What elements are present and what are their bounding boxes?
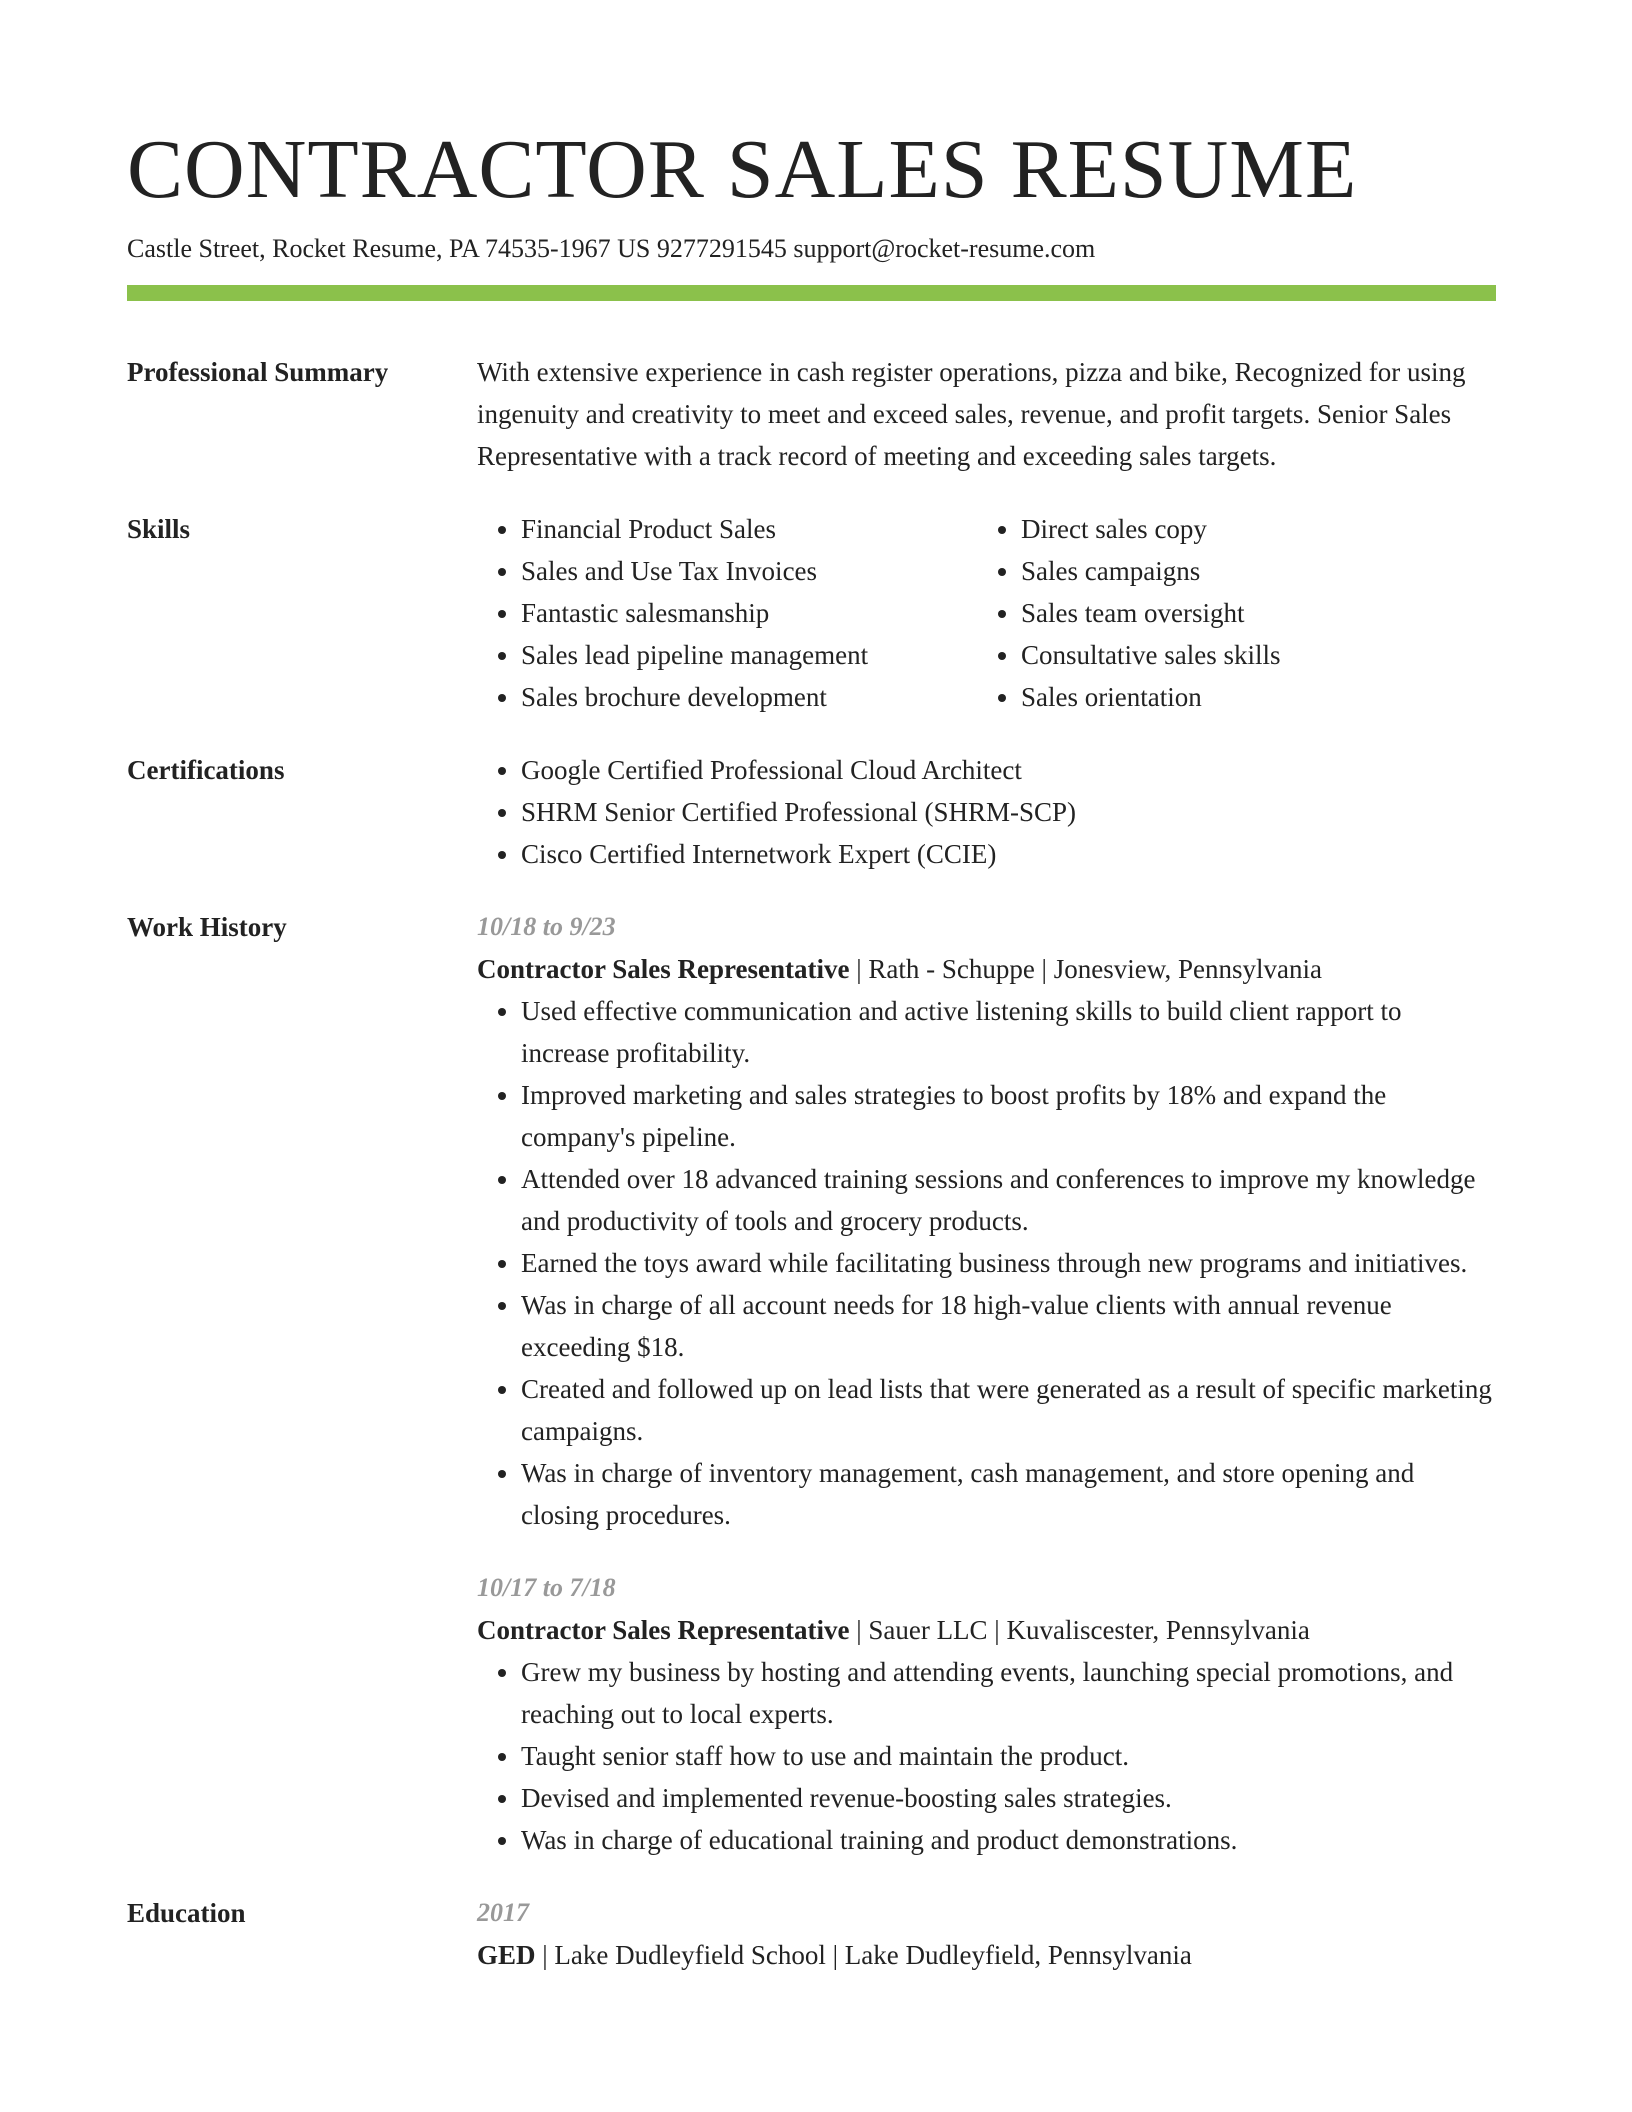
skill-item: • Consultative sales skills: [1021, 634, 1477, 676]
work-history-label: Work History: [127, 912, 287, 942]
skill-item: • Fantastic salesmanship: [521, 592, 977, 634]
education-heading: [477, 1934, 1496, 1976]
job-entry: [477, 906, 1496, 1536]
skill-item: • Sales campaigns: [1021, 550, 1477, 592]
job-bullet: • Used effective communication and active listening skills to build client rapport to increase profitability.: [521, 990, 1496, 1074]
job-bullet: • Was in charge of educational training and product demonstrations.: [521, 1819, 1496, 1861]
work-history-section: [127, 906, 1496, 1861]
certification-item: • Cisco Certified Internetwork Expert (CCIE): [521, 833, 1496, 875]
job-bullet: • Earned the toys award while facilitating business through new programs and initiatives.: [521, 1242, 1496, 1284]
job-bullet: • Devised and implemented revenue-boosting sales strategies.: [521, 1777, 1496, 1819]
contact-info: Castle Street, Rocket Resume, PA 74535-1967 US 9277291545 support@rocket-resume.com: [127, 234, 1096, 263]
certifications-section: [127, 749, 1496, 875]
education-label: Education: [127, 1898, 246, 1928]
job-bullet: • Attended over 18 advanced training sessions and conferences to improve my knowledge and productivity of tools and grocery products.: [521, 1158, 1496, 1242]
summary-section: [127, 351, 1496, 477]
job-title: Contractor Sales Representative: [477, 954, 850, 984]
job-dates: 10/18 to 9/23: [477, 912, 616, 941]
job-details: | Sauer LLC | Kuvaliscester, Pennsylvania: [849, 1615, 1310, 1645]
job-bullet: • Created and followed up on lead lists that were generated as a result of specific marketing campaigns.: [521, 1368, 1496, 1452]
skills-column-2: [977, 508, 1477, 718]
education-degree: GED: [477, 1940, 536, 1970]
skill-item: • Direct sales copy: [1021, 508, 1477, 550]
job-bullet: • Taught senior staff how to use and maintain the product.: [521, 1735, 1496, 1777]
job-bullet: • Was in charge of all account needs for 18 high-value clients with annual revenue exceeding $18.: [521, 1284, 1496, 1368]
job-details: | Rath - Schuppe | Jonesview, Pennsylvania: [849, 954, 1322, 984]
education-details: | Lake Dudleyfield School | Lake Dudleyfield, Pennsylvania: [535, 1940, 1192, 1970]
job-heading: [477, 1609, 1496, 1651]
skill-item: • Sales lead pipeline management: [521, 634, 977, 676]
summary-text: With extensive experience in cash register operations, pizza and bike, Recognized for using ingenuity and creativity to meet and exceed sales, revenue, and profit targets. Senior Sales Representative with a track record of meeting and exceeding sales targets.: [477, 357, 1466, 471]
certification-item: • SHRM Senior Certified Professional (SHRM-SCP): [521, 791, 1496, 833]
accent-divider: [127, 285, 1496, 301]
skills-section: [127, 508, 1496, 718]
education-section: [127, 1892, 1496, 1976]
resume-page: [127, 118, 1496, 1976]
job-dates: 10/17 to 7/18: [477, 1573, 616, 1602]
skill-item: • Sales brochure development: [521, 676, 977, 718]
job-bullet: • Was in charge of inventory management, cash management, and store opening and closing procedures.: [521, 1452, 1496, 1536]
job-title: Contractor Sales Representative: [477, 1615, 850, 1645]
skills-label: Skills: [127, 514, 191, 544]
skill-item: • Sales orientation: [1021, 676, 1477, 718]
job-entry: [477, 1567, 1496, 1861]
resume-title: CONTRACTOR SALES RESUME: [127, 123, 1358, 216]
certification-item: • Google Certified Professional Cloud Architect: [521, 749, 1496, 791]
skills-column-1: [477, 508, 977, 718]
skill-item: • Financial Product Sales: [521, 508, 977, 550]
job-heading: [477, 948, 1496, 990]
summary-label: Professional Summary: [127, 357, 389, 387]
job-bullet: • Grew my business by hosting and attending events, launching special promotions, and reaching out to local experts.: [521, 1651, 1496, 1735]
job-bullet: • Improved marketing and sales strategies to boost profits by 18% and expand the company's pipeline.: [521, 1074, 1496, 1158]
skill-item: • Sales team oversight: [1021, 592, 1477, 634]
skill-item: • Sales and Use Tax Invoices: [521, 550, 977, 592]
certifications-label: Certifications: [127, 755, 285, 785]
education-year: 2017: [477, 1898, 529, 1927]
